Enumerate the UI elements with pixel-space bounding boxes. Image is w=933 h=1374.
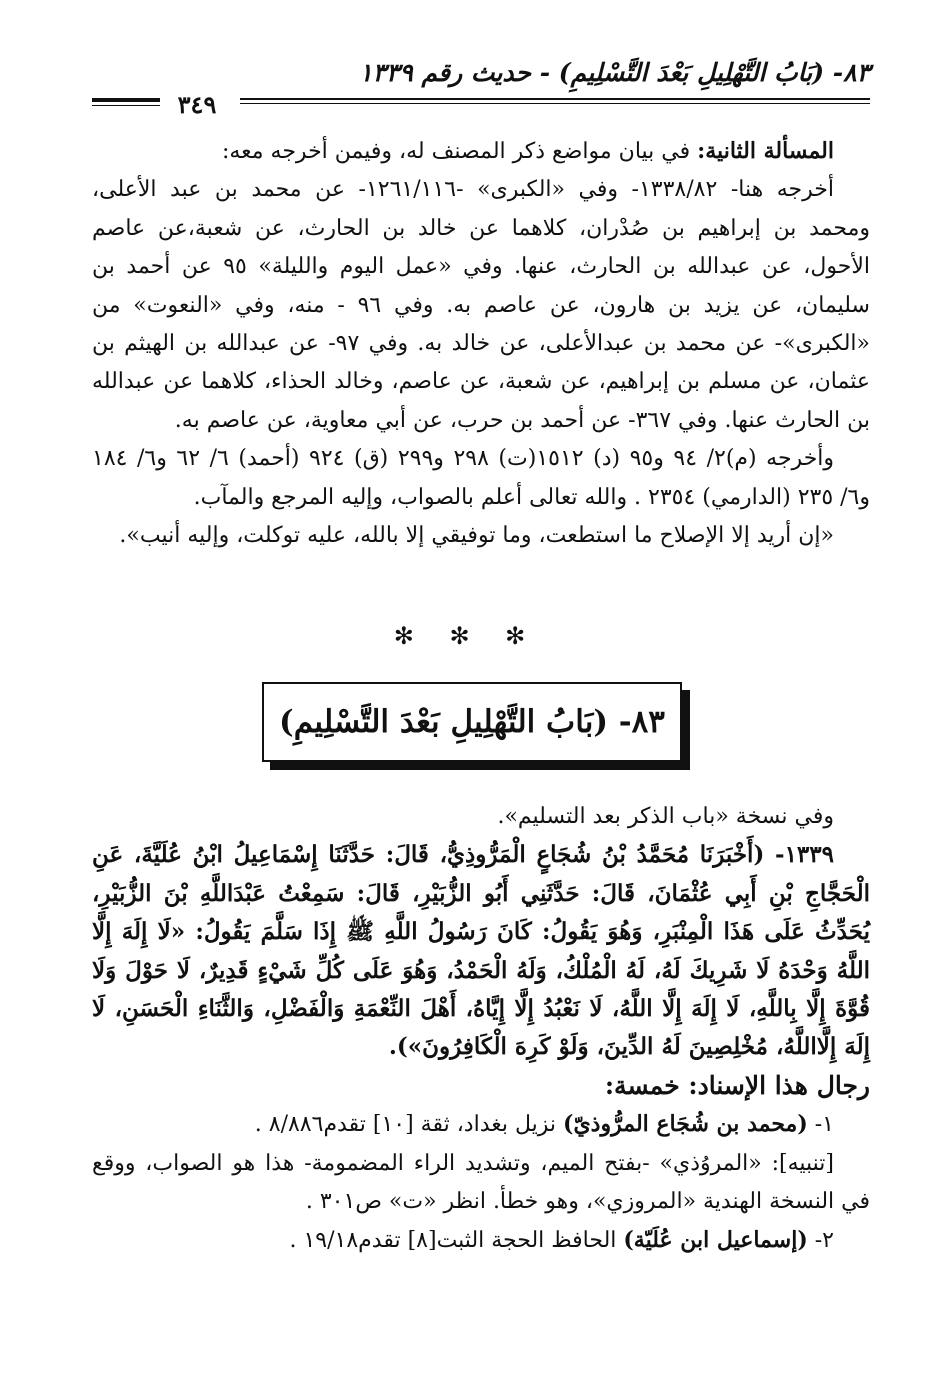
running-header-title: ٨٣- (بَابُ التَّهْلِيلِ بَعْدَ التَّسْلِيمِ) - حديث رقم ١٣٣٩ [359, 58, 870, 87]
section-takhrij [92, 132, 870, 555]
section-hadith [92, 798, 870, 1261]
other-sources-paragraph: وأخرجه (م)٢/ ٩٤ و٩٥ (د) ١٥١٢(ت) ٢٩٨ و٢٩٩ (ق) ٩٢٤ (أحمد) ٦/ ٦٢ و٦/ ١٨٤ و٦/ ٢٣٥ (الدارمي) ٢٣٥٤ . والله تعالى أعلم بالصواب، وإليه المرجع والمآب. [92, 446, 870, 510]
narrator-name: (محمد بن شُجَاع المرُّوذيّ) [563, 1111, 808, 1138]
narrator-item [92, 1105, 870, 1144]
narrator-details: نزيل بغداد، ثقة [١٠] تقدم٨/٨٨٦ . [254, 1112, 564, 1138]
issue-label: المسألة الثانية: [697, 138, 834, 164]
takhrij-intro-paragraph [92, 132, 870, 171]
nuskha-note: وفي نسخة «باب الذكر بعد التسليم». [497, 804, 834, 829]
header-rule-left [92, 98, 160, 102]
narrator-number: ١- [807, 1112, 834, 1138]
narrator-details: الحافظ الحجة الثبت[٨] تقدم١٩/١٨ . [289, 1228, 624, 1254]
header-rule-left-lower [92, 105, 160, 106]
takhrij-paragraph: أخرجه هنا- ١٣٣٨/٨٢- وفي «الكبرى» -١٢٦١/١١٦- عن محمد بن عبد الأعلى، ومحمد بن إبراهيم بن صُدْران، كلاهما عن خالد بن الحارث، عن شعبة،عن عاصم الأحول، عن عبدالله بن الحارث، عنها. وفي «عمل اليوم والليلة» ٩٥ عن أحمد بن سليمان، عن يزيد بن هارون، عن عاصم به. وفي ٩٦ - منه، وفي «النعوت» من «الكبرى»- عن محمد بن عبدالأعلى، عن خالد به. وفي ٩٧- عن عبدالله بن الهيثم بن عثمان، عن مسلم بن إبراهيم، عن شعبة، عن عاصم، وخالد الحذاء، كلاهما عن عبدالله بن الحارث عنها. وفي ٣٦٧- عن أحمد بن حرب، عن أبي معاوية، عن عاصم به. [92, 177, 871, 433]
narrator-number: ٢- [807, 1228, 834, 1254]
page-number: ٣٤٩ [177, 90, 217, 119]
header-rule-right-lower [240, 103, 870, 104]
chapter-title-box [262, 682, 682, 762]
narrator-item [92, 1221, 870, 1260]
chapter-title: ٨٣- (بَابُ التَّهْلِيلِ بَعْدَ التَّسْلِيمِ) [279, 704, 665, 740]
issue-intro: في بيان مواضع ذكر المصنف له، وفيمن أخرجه معه: [221, 139, 698, 164]
rijal-heading: رجال هذا الإسناد: خمسة: [604, 1070, 870, 1100]
hadith-text: ١٣٣٩- (أَخْبَرَنَا مُحَمَّدُ بْنُ شُجَاعٍ الْمَرُّوذِيُّ، قَالَ: حَدَّثَنَا إِسْمَاعِيلُ ابْنُ عُلَيَّةَ، عَنِ الْحَجَّاجِ بْنِ أَبِي عُثْمَانَ، قَالَ: حَدَّثَنِي أَبُو الزُّبَيْرِ، قَالَ: سَمِعْتُ عَبْدَاللَّهِ بْنَ الزُّبَيْرِ، يُحَدِّثُ عَلَى هَذَا الْمِنْبَرِ، وَهُوَ يَقُولُ: كَانَ رَسُولُ اللَّهِ ﷺ إِذَا سَلَّمَ يَقُولُ: «لَا إِلَهَ إِلَّا اللَّهُ وَحْدَهُ لَا شَرِيكَ لَهُ، لَهُ الْمُلْكُ، وَلَهُ الْحَمْدُ، وَهُوَ عَلَى كُلِّ شَيْءٍ قَدِيرٌ، لَا حَوْلَ وَلَا قُوَّةَ إِلَّا بِاللَّهِ، لَا إِلَهَ إِلَّا اللَّهُ، لَا نَعْبُدُ إِلَّا إِيَّاهُ، أَهْلَ النِّعْمَةِ وَالْفَضْلِ، وَالثَّنَاءِ الْحَسَنِ، لَا إِلَهَ إِلَّااللَّهُ، مُخْلِصِينَ لَهُ الدِّينَ، وَلَوْ كَرِهَ الْكَافِرُونَ»). [92, 841, 870, 1061]
tanbih-note: [تنبيه]: «المروُذي» -بفتح الميم، وتشديد الراء المضمومة- هذا هو الصواب، ووقع في النسخة الهندية «المروزي»، وهو خطأ. انظر «ت» ص٣٠١ . [92, 1150, 870, 1215]
section-separator: ✻ ✻ ✻ [393, 622, 540, 650]
narrator-name: (إسماعيل ابن عُلَيّة) [623, 1227, 808, 1254]
header-rule-right [240, 98, 870, 100]
closing-dua: «إن أريد إلا الإصلاح ما استطعت، وما توفيقي إلا بالله، عليه توكلت، وإليه أنيب». [119, 523, 834, 549]
